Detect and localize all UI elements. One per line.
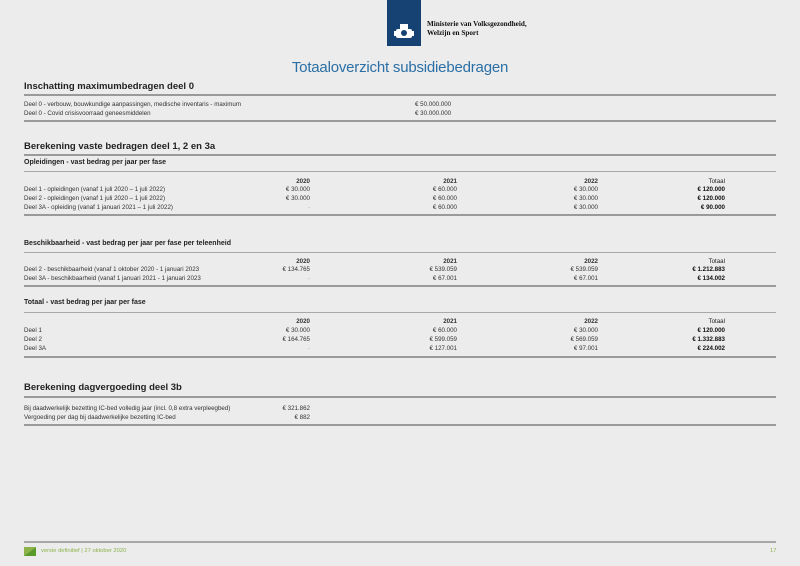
divider (24, 171, 776, 172)
cell-2021: € 60.000 (432, 195, 457, 202)
cell-2021: € 60.000 (432, 204, 457, 211)
col-header-2021: 2021 (443, 318, 457, 325)
row-label: Deel 0 - verbouw, bouwkundige aanpassingen, medische inventaris - maximum (24, 101, 242, 108)
cell-2022: € 569.059 (570, 336, 598, 343)
table-header-row (24, 318, 776, 326)
row-label: Deel 3A (24, 345, 47, 352)
col-header-2020: 2020 (296, 258, 310, 265)
cell-2022: € 30.000 (573, 327, 598, 334)
cell-2020: € 30.000 (285, 195, 310, 202)
cell-2020: - (307, 204, 310, 211)
row-label: Deel 2 - beschikbaarheid (vanaf 1 oktober 2020 - 1 januari 2023 (24, 266, 200, 273)
table-row (24, 327, 776, 335)
cell-2021: € 60.000 (432, 186, 457, 193)
cell-2020: - (307, 275, 310, 282)
ministry-name-line1: Ministerie van Volksgezondheid, (427, 20, 527, 28)
row-label: Deel 3A - opleiding (vanaf 1 januari 2021 – 1 juli 2022) (24, 204, 173, 211)
section-heading-dagvergoeding: Berekening dagvergoeding deel 3b (24, 382, 182, 393)
table-header-row (24, 258, 776, 266)
row-value: € 30.000.000 (415, 110, 452, 117)
cell-2022: € 30.000 (573, 204, 598, 211)
row-label: Deel 1 (24, 327, 42, 334)
divider (24, 424, 776, 426)
col-header-totaal: Totaal (708, 258, 725, 265)
col-header-2022: 2022 (584, 318, 598, 325)
table-row (24, 266, 776, 274)
green-flag-icon (24, 547, 36, 556)
cell-2021: € 599.059 (429, 336, 457, 343)
divider (24, 312, 776, 313)
row-label: Deel 0 - Covid crisisvoorraad geneesmiddelen (24, 110, 151, 117)
col-header-2020: 2020 (296, 178, 310, 185)
page-title: Totaaloverzicht subsidiebedragen (291, 59, 509, 76)
cell-total: € 134.002 (697, 275, 725, 282)
row-label: Bij daadwerkelijk bezetting IC-bed volledig jaar (incl. 0,8 extra verpleegbed) (24, 405, 231, 412)
cell-2020: € 164.765 (282, 336, 310, 343)
col-header-2021: 2021 (443, 178, 457, 185)
table-row (24, 195, 776, 203)
cell-2022: € 97.001 (573, 345, 598, 352)
table-row (24, 405, 776, 413)
table-row (24, 345, 776, 353)
row-label: Deel 3A - beschikbaarheid (vanaf 1 januari 2021 - 1 januari 2023 (24, 275, 201, 282)
cell-total: € 1.332.883 (692, 336, 725, 343)
table-row (24, 101, 776, 109)
cell-total: € 120.000 (697, 186, 725, 193)
cell-2022: € 30.000 (573, 195, 598, 202)
footer-divider (24, 541, 776, 543)
subheading-beschikbaarheid: Beschikbaarheid - vast bedrag per jaar per fase per teleenheid (24, 240, 231, 247)
cell-2022: € 30.000 (573, 186, 598, 193)
cell-2020: € 134.765 (282, 266, 310, 273)
col-header-2022: 2022 (584, 258, 598, 265)
row-label: Deel 1 - opleidingen (vanaf 1 juli 2020 – 1 juli 2022) (24, 186, 166, 193)
row-label: Vergoeding per dag bij daadwerkelijke bezetting IC-bed (24, 414, 176, 421)
table-row (24, 414, 776, 422)
col-header-2020: 2020 (296, 318, 310, 325)
cell-total: € 120.000 (697, 327, 725, 334)
cell-2021: € 60.000 (432, 327, 457, 334)
cell-2022: € 539.059 (570, 266, 598, 273)
divider (24, 356, 776, 358)
section-heading-vast: Berekening vaste bedragen deel 1, 2 en 3a (24, 141, 216, 152)
page-number: 17 (770, 548, 777, 554)
cell-2021: € 67.001 (432, 275, 457, 282)
divider (24, 94, 776, 96)
cell-2020: € 30.000 (285, 327, 310, 334)
cell-2022: € 67.001 (573, 275, 598, 282)
table-row (24, 336, 776, 344)
table-row (24, 204, 776, 212)
coat-of-arms-icon (393, 22, 415, 40)
cell-2021: € 539.059 (429, 266, 457, 273)
col-header-2022: 2022 (584, 178, 598, 185)
ministry-logo (387, 0, 421, 46)
col-header-totaal: Totaal (708, 178, 725, 185)
ministry-name (427, 20, 527, 37)
divider (24, 285, 776, 287)
cell-2020: - (307, 345, 310, 352)
table-header-row (24, 178, 776, 186)
subheading-opleidingen: Opleidingen - vast bedrag per jaar per fase (24, 159, 166, 166)
subheading-totaal: Totaal - vast bedrag per jaar per fase (24, 299, 146, 306)
cell-2020: € 30.000 (285, 186, 310, 193)
divider (24, 120, 776, 122)
footer-version: versie definitief | 27 oktober 2020 (41, 548, 127, 554)
col-header-totaal: Totaal (708, 318, 725, 325)
divider (24, 396, 776, 398)
cell-total: € 120.000 (697, 195, 725, 202)
divider (24, 252, 776, 253)
row-value: € 50.000.000 (415, 101, 452, 108)
row-value: € 882 (294, 414, 310, 421)
row-value: € 321.862 (282, 405, 310, 412)
table-row (24, 110, 776, 118)
row-label: Deel 2 - opleidingen (vanaf 1 juli 2020 – 1 juli 2022) (24, 195, 166, 202)
col-header-2021: 2021 (443, 258, 457, 265)
table-row (24, 275, 776, 283)
section-heading-deel0: Inschatting maximumbedragen deel 0 (24, 81, 194, 92)
ministry-name-line2: Welzijn en Sport (427, 28, 479, 37)
table-row (24, 186, 776, 194)
cell-2021: € 127.001 (429, 345, 457, 352)
cell-total: € 90.000 (700, 204, 725, 211)
cell-total: € 224.002 (697, 345, 725, 352)
divider (24, 214, 776, 216)
divider (24, 154, 776, 156)
row-label: Deel 2 (24, 336, 42, 343)
cell-total: € 1.212.883 (692, 266, 725, 273)
